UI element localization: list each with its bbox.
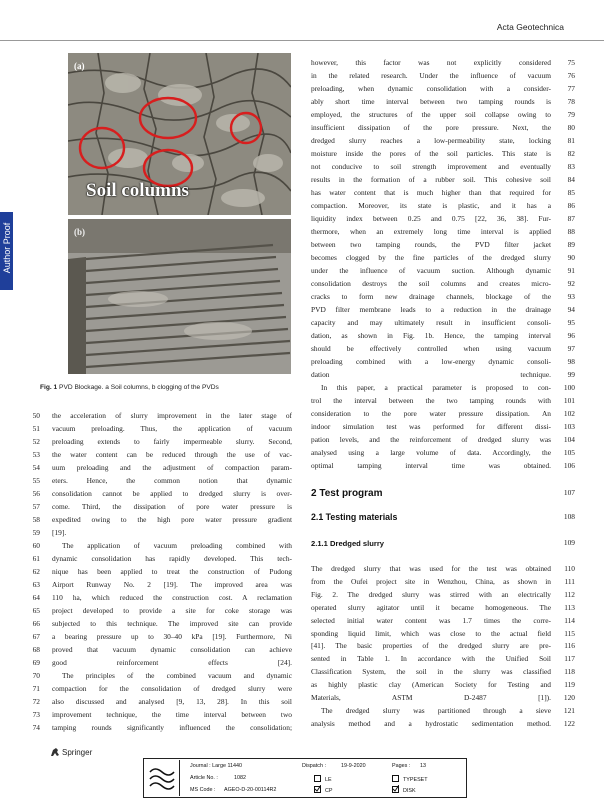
line-number: 101 xyxy=(563,396,575,405)
text-line: the water content can be reduced through the use of vac- xyxy=(52,450,292,459)
line-number: 70 xyxy=(32,671,40,680)
text-line: employed, the structures of the upper soil collapse owing to xyxy=(311,110,551,119)
text-line: consolidation destroys the soil columns and creates micro- xyxy=(311,279,551,288)
text-line: In this paper, a practical parameter is proposed to con- xyxy=(321,383,551,392)
text-line: compaction. Moreover, its state is plastic, and it has a xyxy=(311,201,551,210)
line-number: 119 xyxy=(564,680,575,690)
line-number: 72 xyxy=(32,697,40,706)
journal-field: Journal : Large 11440 xyxy=(190,763,243,769)
text-line: consideration to the pore water pressure dissipation. An xyxy=(311,409,551,418)
line-number: 82 xyxy=(567,149,575,158)
line-number: 56 xyxy=(32,489,40,498)
line-number: 80 xyxy=(567,123,575,132)
text-line: a bearing pressure up to 30–40 kPa [19]. Furthermore, Ni xyxy=(52,632,292,641)
text-line: thermore, when an extremely long time interval is applied xyxy=(311,227,551,236)
line-number: 54 xyxy=(32,463,40,472)
line-number: 115 xyxy=(564,628,575,638)
text-line: however, this factor was not explicitly considered xyxy=(311,58,551,67)
text-line: in the related research. Under the influence of vacuum xyxy=(311,71,551,80)
line-number: 52 xyxy=(32,437,40,446)
cp-checkbox[interactable] xyxy=(314,786,333,794)
line-number: 102 xyxy=(563,409,575,418)
line-number: 111 xyxy=(564,576,575,586)
line-number: 74 xyxy=(32,723,40,732)
line-number: 93 xyxy=(567,292,575,301)
text-line: not conducive to soil strength improvement and eventually xyxy=(311,162,551,171)
figure-caption-text: PVD Blockage. a Soil columns, b clogging of the PVDs xyxy=(57,384,219,391)
text-line: dation technique. xyxy=(311,370,551,379)
page-header xyxy=(0,0,604,41)
line-number: 114 xyxy=(564,615,575,625)
text-line: from the Oufei project site in Wenzhou, China, as shown in xyxy=(311,576,551,586)
journal-name: Acta Geotechnica xyxy=(496,22,564,32)
line-number: 60 xyxy=(32,541,40,550)
line-number: 66 xyxy=(32,619,40,628)
publisher-stamp-icon xyxy=(145,760,180,796)
line-number: 108 xyxy=(563,512,575,521)
text-line: The principles of the combined vacuum and dynamic xyxy=(62,671,292,680)
line-number: 117 xyxy=(564,654,575,664)
cp-label: CP xyxy=(325,788,333,794)
line-number: 96 xyxy=(567,331,575,340)
line-number: 51 xyxy=(32,424,40,433)
panel-b-letter: (b) xyxy=(74,227,85,237)
disk-label: DISK xyxy=(403,788,416,794)
text-line: Fig. 2. The dredged slurry was stirred with an electrically xyxy=(311,589,551,599)
line-number: 107 xyxy=(563,488,575,497)
text-line: indoor simulation test was performed for different dissi- xyxy=(311,422,551,431)
article-field: Article No. : xyxy=(190,775,218,781)
line-number: 106 xyxy=(563,461,575,470)
text-line: subjected to this technique. The improved site can provide xyxy=(52,619,292,628)
text-line: The application of vacuum preloading combined with xyxy=(62,541,292,550)
line-number: 109 xyxy=(563,538,575,547)
springer-label: Springer xyxy=(62,748,93,757)
line-number: 50 xyxy=(32,411,40,420)
text-line: liquidity index between 0.25 and 0.75 [22, 36, 38]. Fur- xyxy=(311,214,551,223)
line-number: 68 xyxy=(32,645,40,654)
line-number: 94 xyxy=(567,305,575,314)
text-line: preloading extends to fairly impermeable slurry. Second, xyxy=(52,437,292,446)
text-line: [41]. The basic properties of the dredged slurry are pre- xyxy=(311,641,551,651)
text-line: trol the interval between the two tamping rounds with xyxy=(311,396,551,405)
text-line: PVD filter membrane leads to a reduction in the drainage xyxy=(311,305,551,314)
text-line: capacity and may ultimately result in insufficient consoli- xyxy=(311,318,551,327)
text-line: has water content that is much higher than that required for xyxy=(311,188,551,197)
ms-field: MS Code : xyxy=(190,787,216,793)
text-line: uum preloading and the adjustment of compaction param- xyxy=(52,463,292,472)
line-number: 86 xyxy=(567,201,575,210)
typeset-label: TYPESET xyxy=(403,777,428,783)
author-proof-tab xyxy=(0,212,13,290)
text-line: pation levels, and the reinforcement of dredged slurry was xyxy=(311,435,551,444)
line-number: 55 xyxy=(32,476,40,485)
disk-checkbox[interactable] xyxy=(392,786,416,794)
line-number: 90 xyxy=(567,253,575,262)
figure-panel-a xyxy=(68,53,291,215)
line-number: 99 xyxy=(567,370,575,379)
text-line: between two tamping rounds, the PVD filter jacket xyxy=(311,240,551,249)
line-number: 85 xyxy=(567,188,575,197)
text-line: vacuum preloading. Thus, the application of vacuum xyxy=(52,424,292,433)
line-number: 77 xyxy=(567,84,575,93)
line-number: 84 xyxy=(567,175,575,184)
line-number: 113 xyxy=(564,602,575,612)
text-line: dation, as shown in Fig. 1b. Hence, the tamping interval xyxy=(311,331,551,340)
line-number: 62 xyxy=(32,567,40,576)
pvd-clogging-photo xyxy=(68,219,291,374)
text-line: as highly plastic clay (American Society for Testing and xyxy=(311,680,551,690)
le-label: LE xyxy=(325,777,332,783)
production-box xyxy=(143,758,467,798)
line-number: 61 xyxy=(32,554,40,563)
text-line: improvement technique, the time interval between two xyxy=(52,710,292,719)
line-number: 63 xyxy=(32,580,40,589)
line-number: 65 xyxy=(32,606,40,615)
text-line: preloading, when dynamic consolidation with a consider- xyxy=(311,84,551,93)
line-number: 57 xyxy=(32,502,40,511)
line-number: 89 xyxy=(567,240,575,249)
text-line: dredged slurry reaches a low-permeability state, locking xyxy=(311,136,551,145)
text-line: The dredged slurry that was used for the test was obtained xyxy=(311,564,551,573)
text-line: proved that vacuum dynamic consolidation can achieve xyxy=(52,645,292,654)
text-line: ably short time interval between two tamping rounds is xyxy=(311,97,551,106)
line-number: 79 xyxy=(567,110,575,119)
text-line: The dredged slurry was partitioned through a sieve xyxy=(321,705,551,715)
line-number: 71 xyxy=(32,684,40,693)
text-line: sented in Table 1. In accordance with the Unified Soil xyxy=(311,654,551,664)
line-number: 73 xyxy=(32,710,40,719)
springer-logo xyxy=(50,747,92,757)
section-title: 2 Test program xyxy=(311,488,383,499)
text-line: expedited owing to the high pore water pressure gradient xyxy=(52,515,292,524)
text-line: dynamic consolidation has rapidly developed. This tech- xyxy=(52,554,292,563)
text-line: operated slurry agitator until it became homogeneous. The xyxy=(311,602,551,612)
line-number: 103 xyxy=(563,422,575,431)
text-line: also discussed and analysed [9, 13, 28]. In this soil xyxy=(52,697,292,706)
text-line: [19]. xyxy=(52,528,67,537)
text-line: cracks to form new drainage channels, blockage of the xyxy=(311,292,551,301)
text-line: analysed using a large volume of data. Accordingly, the xyxy=(311,448,551,457)
author-proof-label: Author Proof xyxy=(2,222,12,274)
line-number: 120 xyxy=(563,693,575,702)
text-line: Materials, ASTM D-2487 [1]). xyxy=(311,693,551,702)
dispatch-field: Dispatch : xyxy=(302,763,326,769)
dispatch-date: 19-9-2020 xyxy=(341,763,366,769)
line-number: 64 xyxy=(32,593,40,602)
text-line: preloading combined with a low-energy dynamic consoli- xyxy=(311,357,551,366)
figure-1 xyxy=(68,53,291,374)
ms-code: AGEO-D-20-00114R2 xyxy=(224,787,277,793)
pages-field: Pages : xyxy=(392,763,411,769)
figure-caption xyxy=(40,384,300,391)
text-line: insufficient dissipation of the pore pressure. Next, the xyxy=(311,123,551,132)
line-number: 67 xyxy=(32,632,40,641)
line-number: 97 xyxy=(567,344,575,353)
text-line: Classification System, the soil in the slurry was classified xyxy=(311,667,551,677)
text-line: nique has been applied to treat the construction of Pudong xyxy=(52,567,292,576)
text-line: results in the formation of a rubber soil. This cohesive soil xyxy=(311,175,551,184)
line-number: 58 xyxy=(32,515,40,524)
springer-horse-icon xyxy=(50,747,60,757)
text-line: tamping rounds significantly influenced the consolidation; xyxy=(52,723,292,732)
line-number: 91 xyxy=(567,266,575,275)
line-number: 95 xyxy=(567,318,575,327)
line-number: 105 xyxy=(563,448,575,457)
line-number: 118 xyxy=(564,667,575,677)
line-number: 81 xyxy=(567,136,575,145)
line-number: 88 xyxy=(567,227,575,236)
panel-a-letter: (a) xyxy=(74,61,85,71)
text-line: come. Third, the dissipation of pore water pressure is xyxy=(52,502,292,511)
text-line: analysis method and a hydrostatic sedimentation method. xyxy=(311,718,551,728)
text-line: the acceleration of slurry improvement in the later stage of xyxy=(52,411,292,420)
soil-columns-label: Soil columns xyxy=(86,180,189,201)
text-line: consolidation cannot be applied to dredged slurry is over- xyxy=(52,489,292,498)
text-line: should be effectively controlled when using vacuum xyxy=(311,344,551,353)
line-number: 87 xyxy=(567,214,575,223)
line-number: 98 xyxy=(567,357,575,366)
line-number: 76 xyxy=(567,71,575,80)
line-number: 112 xyxy=(564,589,575,599)
line-number: 104 xyxy=(563,435,575,444)
subsection-title: 2.1 Testing materials xyxy=(311,512,398,522)
subsubsection-title: 2.1.1 Dredged slurry xyxy=(311,539,385,548)
text-line: good reinforcement effects [24]. xyxy=(52,658,292,667)
text-line: compaction for the consolidation of dredged slurry were xyxy=(52,684,292,693)
text-line: eters. Hence, the common notion that dynamic xyxy=(52,476,292,485)
line-number: 75 xyxy=(567,58,575,67)
line-number: 116 xyxy=(564,641,575,651)
line-number: 122 xyxy=(563,718,575,728)
line-number: 78 xyxy=(567,97,575,106)
line-number: 92 xyxy=(567,279,575,288)
line-number: 69 xyxy=(32,658,40,667)
typeset-checkbox[interactable] xyxy=(392,775,428,783)
line-number: 53 xyxy=(32,450,40,459)
pages-count: 13 xyxy=(420,763,426,769)
line-number: 110 xyxy=(564,564,575,573)
text-line: selected initial water content was 1.7 times the corre- xyxy=(311,615,551,625)
text-line: sponding liquid limit, which was close to the actual field xyxy=(311,628,551,638)
text-line: moisture inside the pores of the soil particles. This state is xyxy=(311,149,551,158)
figure-panel-b xyxy=(68,219,291,374)
article-no: 1082 xyxy=(234,775,246,781)
text-line: project developed to provide a site for coke storage was xyxy=(52,606,292,615)
line-number: 100 xyxy=(563,383,575,392)
text-line: becomes clogged by the fine particles of the dredged slurry xyxy=(311,253,551,262)
line-number: 59 xyxy=(32,528,40,537)
le-checkbox[interactable] xyxy=(314,775,332,783)
text-line: optimal tamping interval time was obtained. xyxy=(311,461,551,470)
text-line: Airport Runway No. 2 [19]. The improved area was xyxy=(52,580,292,589)
line-number: 83 xyxy=(567,162,575,171)
text-line: 110 ha, which reduced the construction cost. A reclamation xyxy=(52,593,292,602)
text-line: under the influence of vacuum suction. Although dynamic xyxy=(311,266,551,275)
figure-caption-label: Fig. 1 xyxy=(40,384,58,391)
line-number: 121 xyxy=(563,705,575,715)
